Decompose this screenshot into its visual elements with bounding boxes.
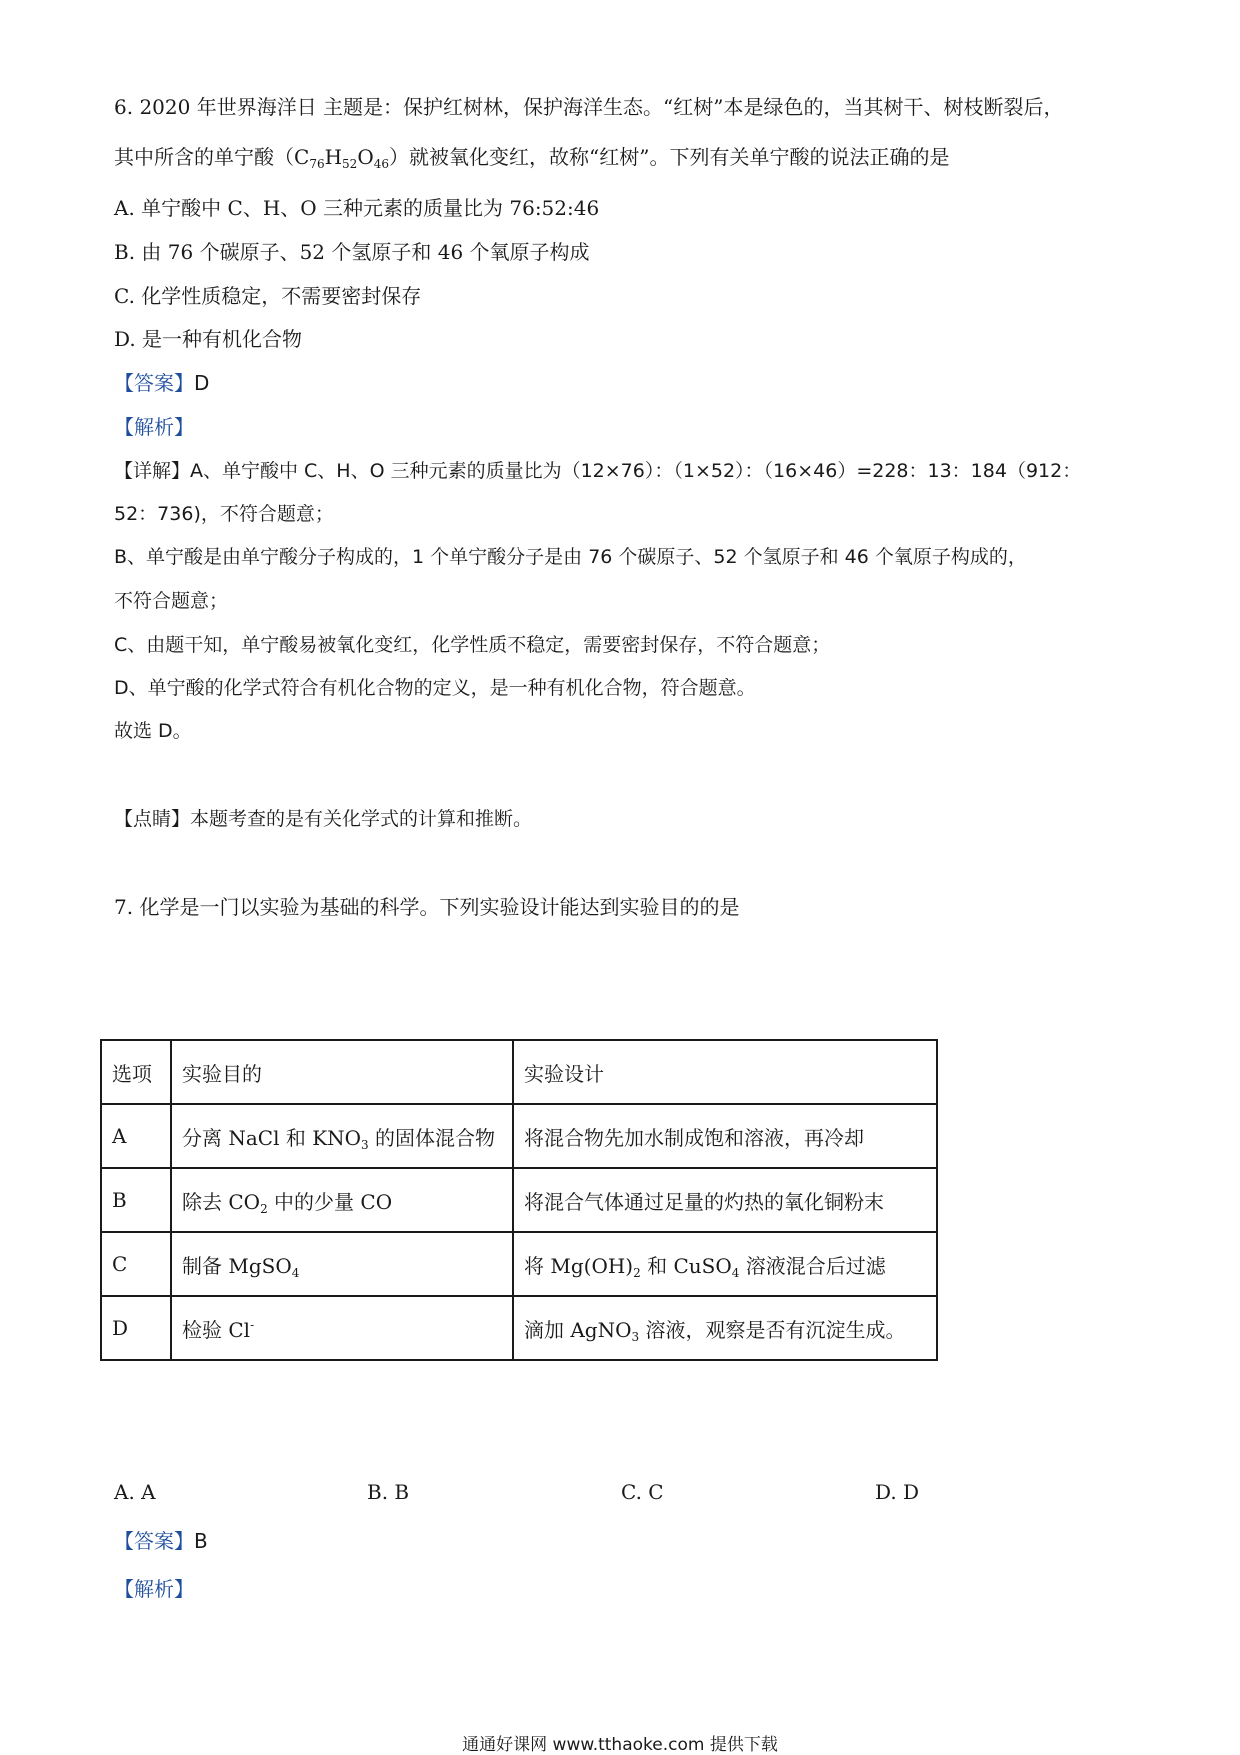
table-row: [101, 1232, 937, 1296]
row-b-design: 将混合气体通过足量的灼热的氧化铜粉末: [513, 1168, 937, 1232]
row-b-option: B: [101, 1168, 171, 1232]
q6-stem-post: ）就被氧化变红，故称“红树”。下列有关单宁酸的说法正确的是: [389, 145, 950, 169]
formula-c-sub: 76: [309, 157, 325, 171]
q7-analysis-label: 【解析】: [114, 1577, 194, 1601]
q7-answer: [114, 1527, 208, 1555]
q6-option-d: D. 是一种有机化合物: [114, 327, 303, 351]
q6-detail-line1: 【详解】A、单宁酸中 C、H、O 三种元素的质量比为（12×76）：（1×52）：（16×46）=228：13：184（912：: [114, 460, 1082, 482]
q6-option-a: A. 单宁酸中 C、H、O 三种元素的质量比为 76:52:46: [114, 196, 600, 220]
q6-detail-line5: C、由题干知，单宁酸易被氧化变红，化学性质不稳定，需要密封保存，不符合题意；: [114, 634, 831, 656]
q6-option-b: B. 由 76 个碳原子、52 个氢原子和 46 个氧原子构成: [114, 240, 590, 264]
table-row: [101, 1104, 937, 1168]
row-a-design: 将混合物先加水制成饱和溶液，再冷却: [513, 1104, 937, 1168]
formula-o-sub: 46: [373, 157, 390, 171]
row-d-option: D: [101, 1296, 171, 1360]
q6-detail-line7: 故选 D。: [114, 720, 192, 742]
formula-h-sub: 52: [342, 157, 358, 171]
answer-label: 【答案】: [114, 371, 194, 395]
q6-detail-line4: 不符合题意；: [114, 590, 229, 612]
row-b-goal: 除去 $CO_2$ 中的少量 CO: [171, 1168, 513, 1232]
q7-option-a: A. A: [114, 1480, 156, 1504]
page-footer: 通通好课网 www.tthaoke.com 提供下载: [462, 1735, 778, 1755]
q6-analysis-label: 【解析】: [114, 415, 194, 439]
header-goal: 实验目的: [171, 1040, 513, 1104]
row-a-goal: 分离 NaCl 和 $KNO_3$ 的固体混合物: [171, 1104, 513, 1168]
table-row: [101, 1168, 937, 1232]
row-a-option: A: [101, 1104, 171, 1168]
q6-option-c: C. 化学性质稳定，不需要密封保存: [114, 284, 422, 308]
row-c-option: C: [101, 1232, 171, 1296]
row-c-goal: 制备 MgSO$_4$: [171, 1232, 513, 1296]
row-d-design: 滴加 AgNO$_3$ 溶液，观察是否有沉淀生成。: [513, 1296, 937, 1360]
q6-stem-line2: [114, 143, 949, 171]
answer-label: 【答案】: [114, 1529, 194, 1553]
q6-stem-pre: 其中所含的单宁酸（: [114, 145, 294, 169]
q7-option-d: D. D: [875, 1480, 920, 1504]
q6-detail-line6: D、单宁酸的化学式符合有机化合物的定义，是一种有机化合物，符合题意。: [114, 677, 756, 699]
header-option: 选项: [101, 1040, 171, 1104]
q6-detail-line2: 52：736)，不符合题意；: [114, 503, 334, 525]
q6-comment: 【点睛】本题考查的是有关化学式的计算和推断。: [114, 808, 533, 830]
row-d-goal: 检验 Cl-: [171, 1296, 513, 1360]
answer-value: D: [194, 371, 210, 395]
q7-stem: 7. 化学是一门以实验为基础的科学。下列实验设计能达到实验目的的是: [114, 895, 740, 919]
experiment-table: [100, 1039, 938, 1361]
q6-stem-line1: 6. 2020 年世界海洋日 主题是：保护红树林，保护海洋生态。“红树”本是绿色的，当其树干、树枝断裂后，: [114, 95, 1064, 119]
row-c-design: 将 $Mg(OH)_2$ 和 CuSO$_4$ 溶液混合后过滤: [513, 1232, 937, 1296]
formula-h: H: [324, 145, 343, 169]
q6-detail-line3: B、单宁酸是由单宁酸分子构成的，1 个单宁酸分子是由 76 个碳原子、52 个氢原子和 46 个氧原子构成的，: [114, 546, 1027, 568]
header-design: 实验设计: [513, 1040, 937, 1104]
q6-answer: [114, 369, 209, 397]
table-row: [101, 1296, 937, 1360]
q7-option-c: C. C: [621, 1480, 664, 1504]
table-header-row: [101, 1040, 937, 1104]
formula-c: C: [294, 145, 310, 169]
q7-option-b: B. B: [367, 1480, 410, 1504]
formula-o: O: [357, 145, 374, 169]
answer-value: B: [194, 1529, 208, 1553]
